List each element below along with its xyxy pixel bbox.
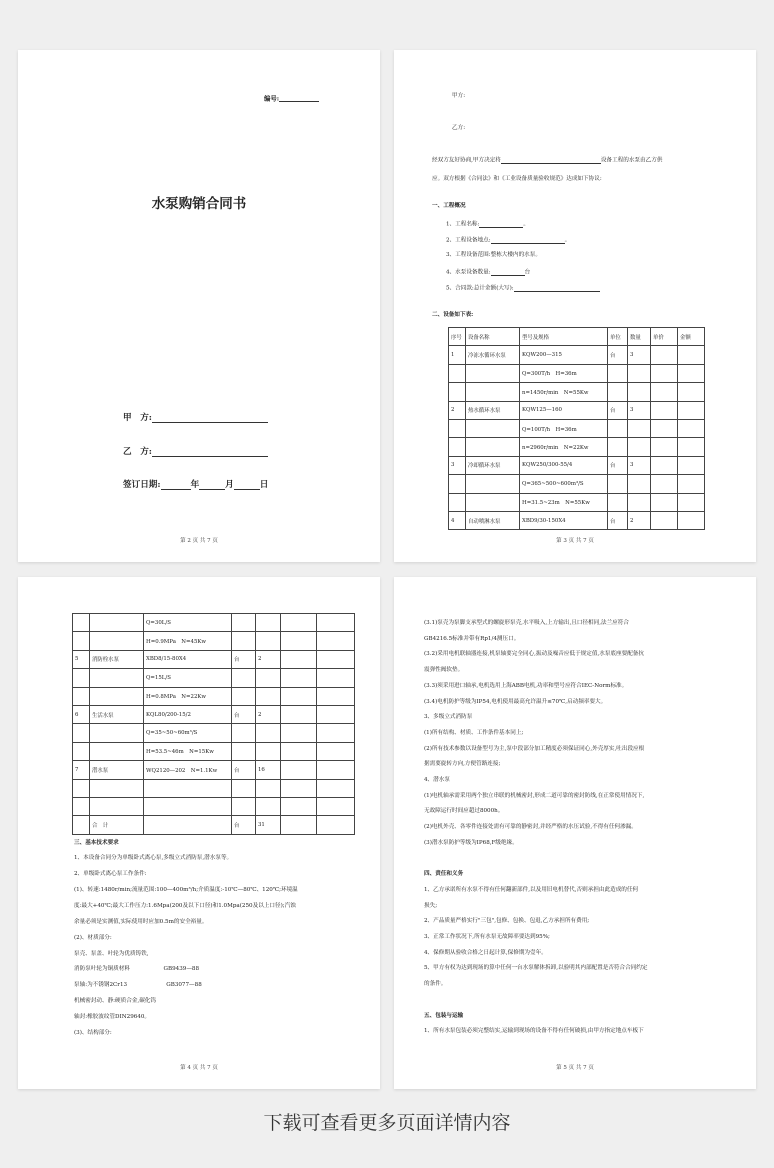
- body-text-line: 震弹性阀软垫。: [424, 667, 464, 674]
- table-cell: [466, 493, 520, 511]
- table-cell: [628, 475, 651, 493]
- contract-number-blank: [279, 94, 319, 102]
- table-cell: 5: [73, 650, 90, 668]
- table-cell: [608, 364, 628, 382]
- body-text-line: 4、潜水泵: [424, 777, 450, 783]
- body-text-line: (3.2)采用电机联轴器连接,机泵轴要完全同心,振动及噪音应低于规定值,水泵底座要配备抗: [424, 651, 644, 658]
- table-cell: H=0.9MPa N=45Kw: [144, 632, 232, 650]
- section-1-title: 一、工程概况: [432, 203, 466, 209]
- table-cell: KQW250/300-55/4: [520, 456, 608, 474]
- table-header-cell: 单位: [608, 328, 628, 346]
- body-text-line: (3)、结构部分:: [74, 1030, 112, 1036]
- table-cell: [608, 493, 628, 511]
- table-cell: [466, 475, 520, 493]
- equipment-table: [448, 327, 705, 530]
- table-row: [73, 650, 355, 668]
- table-cell: [73, 742, 90, 760]
- table-cell: 7: [73, 761, 90, 779]
- section-title: 四、责任和义务: [424, 871, 464, 878]
- download-more-banner[interactable]: 下载可查看更多页面详情内容: [263, 1112, 511, 1134]
- table-cell: [90, 669, 144, 687]
- party-a-row: [123, 411, 268, 423]
- body-text-line: (3.3)须采用进口轴承,电机选用上海ABB电机,功率和型号应符合IEC-Norm标准。: [424, 682, 628, 689]
- contract-number-row: [264, 94, 319, 102]
- table-row: [73, 705, 355, 723]
- table-cell: H=53.5~46m N=15Kw: [144, 742, 232, 760]
- page-number: 第 3 页 共 7 页: [556, 538, 594, 544]
- body-text-line: 消防泵叶轮为铜质材料 GB9439—88: [74, 966, 200, 972]
- body-text-line: (2)、材质部分:: [74, 935, 112, 941]
- sign-date-row: [123, 478, 268, 490]
- overview-item: [446, 269, 530, 276]
- table-cell: [651, 511, 678, 529]
- body-text-line: 3、多级立式消防泵: [424, 714, 473, 721]
- table-cell: [317, 614, 355, 632]
- table-cell: [90, 779, 144, 797]
- intro-text-a: 经双方友好协商,甲方决定将: [432, 157, 501, 164]
- table-cell: [317, 816, 355, 834]
- table-cell: Q=15L/S: [144, 669, 232, 687]
- day-label: 日: [259, 480, 269, 490]
- overview-item: [446, 221, 529, 228]
- table-cell: 3: [449, 456, 466, 474]
- body-text-line: 5、甲方有权为达到现场的算中任何一台水泵解体拆卸,以验明其内部配置是否符合合同约定: [424, 965, 648, 972]
- body-text-line: 1、本设备合同分为单级卧式离心泵,多级立式消防泵,潜水泵等。: [74, 855, 233, 861]
- page-number: 第 4 页 共 7 页: [180, 1065, 218, 1071]
- table-cell: n=1450r/min N=55Kw: [520, 383, 608, 401]
- table-row: [73, 687, 355, 705]
- intro-blank: [501, 157, 601, 164]
- table-header-cell: 单价: [651, 328, 678, 346]
- table-cell: [317, 632, 355, 650]
- body-text-line: 1、乙方承诺所有水泵不得有任何翻新部件,以及用旧电机替代,否则承担由此造成的任何: [424, 886, 639, 893]
- day-blank: [234, 480, 260, 490]
- item-blank: [479, 221, 523, 228]
- sign-date-label: 签订日期:: [123, 480, 161, 490]
- table-cell: [449, 493, 466, 511]
- overview-item: [446, 237, 570, 244]
- table-cell: [651, 346, 678, 364]
- body-text-line: (1)、转速:1480r/min;流量范围:100—400m³/h;介质温度:-10℃—80℃、120℃;环境温: [74, 887, 298, 893]
- table-cell: 冷却循环水泵: [466, 456, 520, 474]
- table-cell: [651, 456, 678, 474]
- table-cell: [449, 364, 466, 382]
- table-cell: [678, 401, 705, 419]
- year-blank: [161, 480, 191, 490]
- table-cell: [281, 816, 317, 834]
- page-technical: [18, 577, 380, 1089]
- table-cell: WQ2120—202 N=1.1Kw: [144, 761, 232, 779]
- table-cell: [281, 761, 317, 779]
- table-row: [449, 475, 705, 493]
- table-row: [73, 724, 355, 742]
- table-cell: [144, 779, 232, 797]
- table-cell: [256, 632, 281, 650]
- table-header-cell: 序号: [449, 328, 466, 346]
- table-cell: 2: [449, 401, 466, 419]
- table-cell: [232, 779, 256, 797]
- table-cell: [281, 614, 317, 632]
- table-cell: [144, 816, 232, 834]
- table-cell: 消防栓水泵: [90, 650, 144, 668]
- table-cell: [608, 438, 628, 456]
- table-cell: 台: [232, 650, 256, 668]
- table-cell: 2: [628, 511, 651, 529]
- section-2-title: 二、设备如下表:: [432, 312, 474, 318]
- table-cell: Q=365~500~600m³/S: [520, 475, 608, 493]
- equipment-table-continued: [72, 613, 355, 835]
- table-cell: [466, 419, 520, 437]
- table-cell: Q=35~50~60m³/S: [144, 724, 232, 742]
- party-a-blank: [152, 413, 268, 423]
- body-text-line: 泵轴:为不锈钢2Cr13 GB3077—88: [74, 982, 202, 988]
- table-row: [449, 401, 705, 419]
- body-text-line: 1、所有水泵包装必须完整结实,运输到现场的设备不得有任何破损,由甲方指定地点车板下: [424, 1028, 644, 1035]
- item-label: 2、工程设备地点:: [446, 237, 491, 244]
- table-row: [449, 383, 705, 401]
- table-cell: [232, 614, 256, 632]
- body-text-line: (3.1)泵壳为泵脚支承型式的螺旋形泵壳,水平吸入,上方输出,且口径相同,法兰应符合: [424, 620, 629, 626]
- item-label: 5、合同款:总计金额(大写):: [446, 285, 514, 292]
- table-cell: [651, 493, 678, 511]
- table-cell: [232, 687, 256, 705]
- table-cell: [317, 705, 355, 723]
- table-cell: [317, 742, 355, 760]
- table-cell: [90, 614, 144, 632]
- table-header-cell: 型号及规格: [520, 328, 608, 346]
- table-cell: n=2960r/min N=22Kw: [520, 438, 608, 456]
- table-row: [449, 419, 705, 437]
- table-cell: [256, 779, 281, 797]
- table-cell: [256, 687, 281, 705]
- table-cell: [678, 419, 705, 437]
- table-cell: [449, 438, 466, 456]
- item-label: 4、水泵设备数量:: [446, 269, 491, 276]
- table-cell: [317, 669, 355, 687]
- table-cell: [317, 687, 355, 705]
- table-row: [449, 456, 705, 474]
- item-label: 3、工程设备范围:整栋大楼内的水泵。: [446, 252, 541, 258]
- table-cell: [281, 742, 317, 760]
- table-cell: 3: [628, 401, 651, 419]
- table-cell: [281, 632, 317, 650]
- table-header-cell: 设备名称: [466, 328, 520, 346]
- table-cell: [317, 797, 355, 815]
- body-text-line: GB4216.5标准并带有Rp1/4测压口。: [424, 635, 520, 642]
- page-number: 第 2 页 共 7 页: [180, 538, 218, 544]
- table-cell: 16: [256, 761, 281, 779]
- table-cell: [73, 724, 90, 742]
- table-cell: 台: [232, 761, 256, 779]
- table-row: [73, 614, 355, 632]
- body-text-line: 泵壳、泵盖、叶轮为优质铸铁,: [74, 951, 149, 957]
- table-cell: [608, 383, 628, 401]
- table-cell: [628, 493, 651, 511]
- table-cell: [678, 493, 705, 511]
- table-cell: KQW125—160: [520, 401, 608, 419]
- table-cell: 3: [628, 346, 651, 364]
- table-cell: [628, 383, 651, 401]
- table-cell: 4: [449, 511, 466, 529]
- table-cell: 31: [256, 816, 281, 834]
- table-row: [73, 797, 355, 815]
- party-a-line: 甲方:: [452, 93, 466, 99]
- table-cell: [628, 438, 651, 456]
- table-cell: [678, 346, 705, 364]
- body-text-line: 3、正常工作状况下,所有水泵无故障率要达到95%;: [424, 934, 550, 940]
- month-label: 月: [225, 480, 234, 490]
- table-cell: [90, 632, 144, 650]
- table-cell: [651, 438, 678, 456]
- table-cell: [317, 779, 355, 797]
- table-cell: XBD9/30-150X4: [520, 511, 608, 529]
- item-suffix: 台: [524, 269, 531, 276]
- table-cell: [317, 761, 355, 779]
- table-cell: [73, 797, 90, 815]
- table-row: [73, 761, 355, 779]
- table-cell: Q=30L/S: [144, 614, 232, 632]
- table-cell: Q=100T/h H=36m: [520, 419, 608, 437]
- table-cell: [317, 724, 355, 742]
- table-cell: [651, 364, 678, 382]
- table-cell: [281, 650, 317, 668]
- table-cell: 6: [73, 705, 90, 723]
- table-cell: [678, 511, 705, 529]
- body-text-line: 损失;: [424, 902, 438, 909]
- table-cell: [281, 705, 317, 723]
- table-cell: [651, 419, 678, 437]
- body-text-line: (3)潜水泵防护等级为IP68,F级绝缘。: [424, 839, 518, 846]
- section-3-title: 三、基本技术要求: [74, 840, 119, 846]
- party-b-blank: [152, 447, 268, 457]
- table-cell: 合 计: [90, 816, 144, 834]
- table-cell: [281, 687, 317, 705]
- party-b-label: 乙 方:: [123, 447, 152, 457]
- table-cell: [73, 614, 90, 632]
- table-cell: [73, 779, 90, 797]
- body-text-line: 2、单级卧式离心泵工作条件:: [74, 871, 147, 877]
- item-suffix: 。: [564, 237, 571, 244]
- table-header-cell: 数量: [628, 328, 651, 346]
- table-row: [73, 632, 355, 650]
- table-cell: 1: [449, 346, 466, 364]
- party-b-row: [123, 445, 268, 457]
- table-cell: [466, 438, 520, 456]
- item-suffix: 。: [523, 221, 530, 228]
- table-cell: [281, 779, 317, 797]
- table-cell: [449, 475, 466, 493]
- table-cell: XBD8/15-80X4: [144, 650, 232, 668]
- table-cell: [281, 724, 317, 742]
- table-cell: KQW200—315: [520, 346, 608, 364]
- body-text-line: (2)所有技术参数以设备型号为主,泵中段部分加工精度必须保证同心,外壳厚实,吐出段应根: [424, 745, 645, 752]
- overview-item: [446, 253, 541, 259]
- table-cell: KQL80/200-15/2: [144, 705, 232, 723]
- table-cell: [232, 669, 256, 687]
- page-number: 第 5 页 共 7 页: [556, 1065, 594, 1071]
- contract-number-label: 编号:: [264, 94, 280, 103]
- table-cell: [256, 797, 281, 815]
- table-cell: [281, 797, 317, 815]
- intro-text-b: 设备工程的水泵由乙方供: [600, 157, 663, 164]
- table-cell: 2: [256, 650, 281, 668]
- table-cell: [90, 687, 144, 705]
- party-b-line: 乙方:: [452, 125, 466, 131]
- table-cell: 台: [608, 511, 628, 529]
- table-cell: [449, 383, 466, 401]
- table-cell: [678, 456, 705, 474]
- table-row: [449, 364, 705, 382]
- table-cell: 台: [608, 401, 628, 419]
- table-cell: 自动喷淋水泵: [466, 511, 520, 529]
- table-cell: [628, 419, 651, 437]
- table-cell: 冷冻水循环水泵: [466, 346, 520, 364]
- table-cell: 台: [608, 346, 628, 364]
- table-cell: [678, 364, 705, 382]
- table-cell: [678, 475, 705, 493]
- intro-line-1: [432, 157, 662, 164]
- item-blank: [491, 269, 525, 276]
- body-text-line: 无故障运行时间应超过8000h。: [424, 808, 504, 815]
- overview-item: [446, 285, 600, 292]
- table-cell: [678, 438, 705, 456]
- table-cell: [90, 742, 144, 760]
- body-text-line: (2)电机外壳、各零件连接处需有可靠的静密封,并经严格的水压试验,不得有任何渗漏。: [424, 824, 637, 831]
- table-cell: [73, 687, 90, 705]
- body-text-line: 轴封:橡胶波纹管DIN29640。: [74, 1014, 151, 1020]
- body-text-line: 机械密封动、静:硬质合金,碳化钨: [74, 998, 156, 1004]
- table-cell: [73, 816, 90, 834]
- table-header-row: [449, 328, 705, 346]
- body-text-line: 余量必须是实测值,实际使用时应加0.5m的安全裕量。: [74, 919, 208, 925]
- table-cell: [256, 724, 281, 742]
- table-cell: [651, 401, 678, 419]
- table-cell: [678, 383, 705, 401]
- table-cell: 潜水泵: [90, 761, 144, 779]
- table-cell: [628, 364, 651, 382]
- table-cell: [449, 419, 466, 437]
- table-cell: [232, 797, 256, 815]
- table-row: [73, 669, 355, 687]
- section-title: 五、包装与运输: [424, 1012, 464, 1019]
- table-cell: 台: [232, 816, 256, 834]
- table-cell: 台: [608, 456, 628, 474]
- body-text-line: 4、保修期从验收合格之日起计算,保修期为壹年。: [424, 949, 547, 956]
- table-cell: [256, 742, 281, 760]
- table-row: [449, 511, 705, 529]
- table-cell: H=0.8MPa N=22Kw: [144, 687, 232, 705]
- table-cell: [256, 614, 281, 632]
- table-cell: [466, 383, 520, 401]
- body-text-line: 2、产品质量严格实行"三包",包修、包换、包退,乙方承担所有费用;: [424, 918, 590, 925]
- table-cell: 2: [256, 705, 281, 723]
- table-cell: [651, 475, 678, 493]
- table-cell: [73, 632, 90, 650]
- body-text-line: 度:最大+40℃;最大工作压力:1.6Mpa(200及以下口径)和1.0Mpa(250及以上口径);汽蚀: [74, 903, 296, 909]
- table-cell: [73, 669, 90, 687]
- table-row: [73, 779, 355, 797]
- intro-line-2: 应。双方根据《合同法》和《工业设备质量验收规范》达成如下协议:: [432, 176, 602, 182]
- item-label: 1、工程名称:: [446, 221, 480, 228]
- table-cell: [608, 419, 628, 437]
- table-cell: [466, 364, 520, 382]
- table-cell: 生活水泵: [90, 705, 144, 723]
- table-cell: [651, 383, 678, 401]
- body-text-line: (1)电机轴承需采用两个独立串联的机械密封,形成二道可靠的密封防线,在正常使用情况下,: [424, 792, 645, 799]
- table-cell: [144, 797, 232, 815]
- table-header-cell: 金额: [678, 328, 705, 346]
- table-cell: [90, 797, 144, 815]
- table-cell: Q=300T/h H=36m: [520, 364, 608, 382]
- table-cell: [317, 650, 355, 668]
- body-text-line: (3.4)电机防护等级为IP54,电机使用最高允许温升≤70℃,启动频率要大。: [424, 698, 607, 705]
- table-cell: [232, 632, 256, 650]
- table-row: [449, 346, 705, 364]
- table-cell: 3: [628, 456, 651, 474]
- table-cell: [256, 669, 281, 687]
- table-cell: [232, 742, 256, 760]
- table-row: [73, 742, 355, 760]
- month-blank: [199, 480, 225, 490]
- table-cell: [608, 475, 628, 493]
- table-cell: 台: [232, 705, 256, 723]
- year-label: 年: [190, 480, 200, 490]
- body-text-line: 据需要旋转方向,方便管路连接;: [424, 761, 501, 768]
- table-cell: [90, 724, 144, 742]
- table-cell: 热水循环水泵: [466, 401, 520, 419]
- page-cover: [18, 50, 380, 562]
- party-a-label: 甲 方:: [123, 413, 152, 423]
- body-text-line: (1)所有结构、材质、工作条件基本同上;: [424, 729, 524, 736]
- table-cell: [232, 724, 256, 742]
- page-overview: [394, 50, 756, 562]
- table-cell: H=31.5~23m N=55Kw: [520, 493, 608, 511]
- page-responsibilities: [394, 577, 756, 1089]
- table-cell: [281, 669, 317, 687]
- page-title: 水泵购销合同书: [151, 196, 247, 212]
- table-row: [449, 438, 705, 456]
- body-text-line: 的条件。: [424, 981, 447, 988]
- table-row: [73, 816, 355, 834]
- item-blank: [514, 285, 600, 292]
- item-blank: [491, 237, 565, 244]
- table-row: [449, 493, 705, 511]
